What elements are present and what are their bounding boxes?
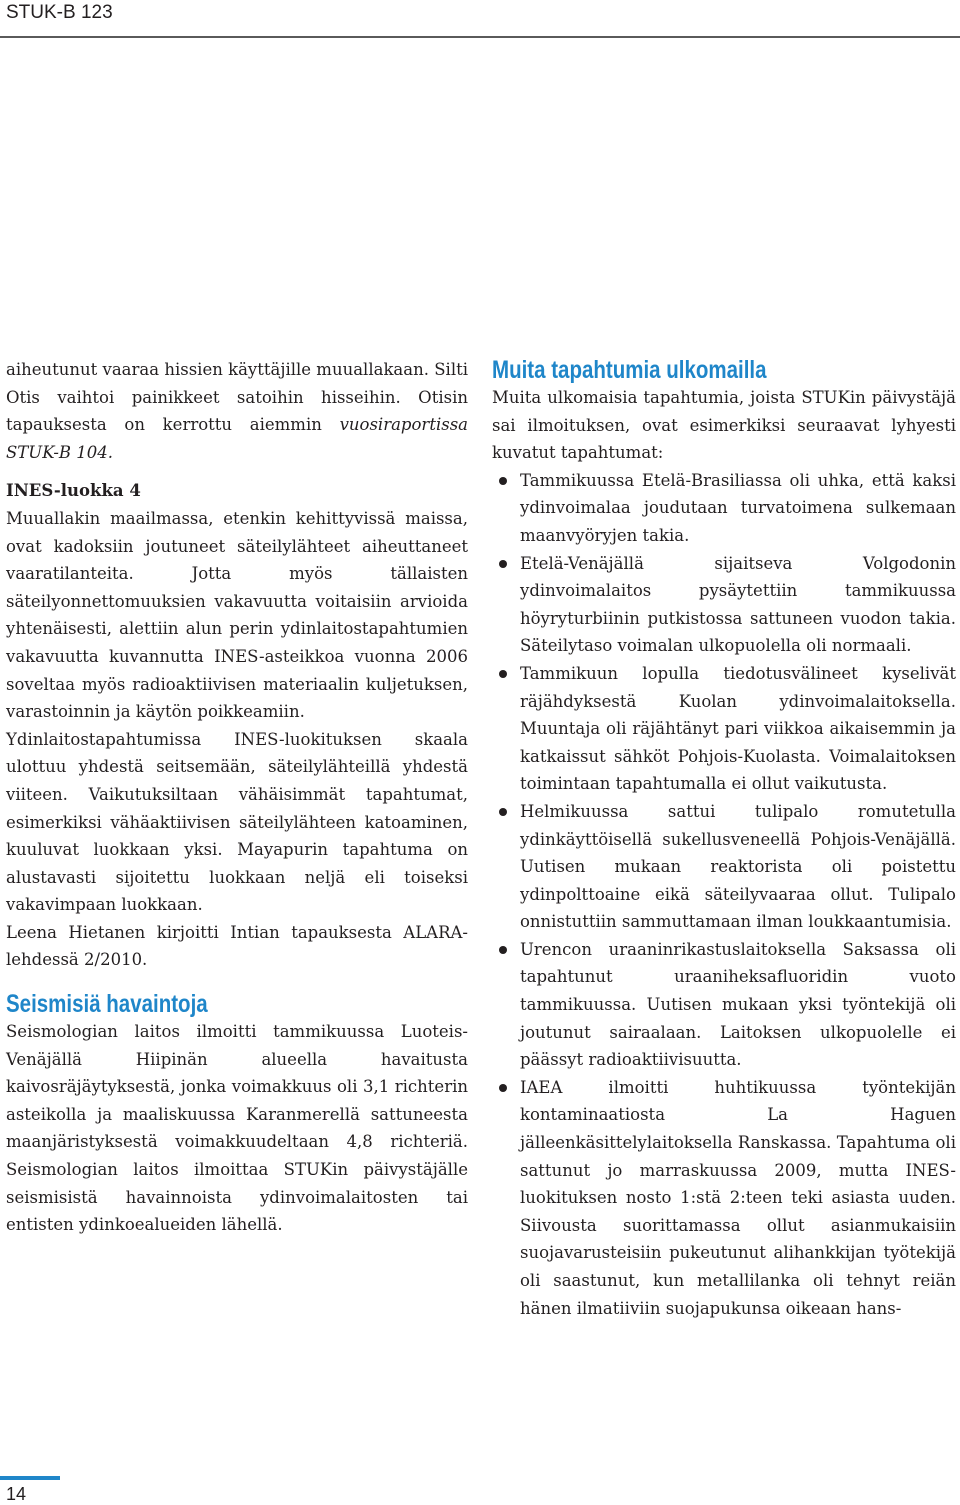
bullet-icon (499, 1084, 507, 1092)
ines-paragraph-3: Leena Hietanen kirjoitti Intian tapauksesta ALARA-lehdessä 2/2010. (6, 922, 468, 970)
seismic-paragraph: Seismologian laitos ilmoitti tammikuussa Luoteis-Venäjällä Hiipinän alueella havaitusta kaivosräjäytyksestä, jonka voimakkuus oli 3,1 richterin asteikolla ja maaliskuussa Karanmerellä sattuneesta maanjäristyksestä voimakkuudeltaan 4,8 richteriä. Seismologian laitos ilmoittaa STUKin päivystäjälle seismisistä havainnoista ydinvoimalaitosten tai entisten ydinkoealueiden lähellä. (6, 1022, 468, 1235)
seismic-section (6, 990, 468, 1239)
left-column (6, 356, 468, 1239)
bullet-icon (499, 946, 507, 954)
foreign-events-heading: Muita tapahtumia ulkomailla (492, 356, 767, 384)
footer-accent-bar (0, 1476, 60, 1480)
bullet-icon (499, 808, 507, 816)
seismic-heading: Seismisiä havaintoja (6, 990, 208, 1019)
ines-heading: INES-luokka 4 (6, 481, 141, 501)
list-item: IAEA ilmoitti huhtikuussa työntekijän kontaminaatiosta La Haguen jälleenkäsittelylaitoksella Ranskassa. Tapahtuma oli sattunut jo marraskuussa 2009, mutta INES-luokituksen nosto 1:stä 2:teen teki asiasta uuden. Siivousta suorittamassa ollut asianmukaisiin suojavarusteisiin pukeutunut alihankkijan työtekijä oli saastunut, kun metallilanka oli tehnyt reiän hänen ilmatiiviin suojapukunsa oikeaan hans- (492, 1074, 956, 1322)
bullet-icon (499, 477, 507, 485)
ines-paragraph-1: Muuallakin maailmassa, etenkin kehittyvissä maissa, ovat kadoksiin joutuneet säteilylähteet aiheuttaneet vaaratilanteita. Jotta myös tällaisten säteilyonnettomuuksien vakavuutta voitaisiin arvioida yhtenäisesti, alettiin alun perin ydinlaitostapahtumien vakavuutta kuvannutta INES-asteikkoa vuonna 2006 soveltaa myös radioaktiivisen materiaalin kuljetuksen, varastoinnin ja käytön poikkeamiin. (6, 508, 468, 722)
publication-code: STUK-B 123 (6, 2, 113, 23)
list-item: Helmikuussa sattui tulipalo romutetulla ydinkäyttöisellä sukellusveneellä Pohjois-Venäjällä. Uutisen mukaan reaktorista oli poistettu ydinpolttoaine eikä säteilyvaaraa ollut. Tulipalo onnistuttiin sammuttamaan ilman loukkaantumisia. (492, 798, 956, 936)
running-header (0, 0, 960, 40)
list-item: Etelä-Venäjällä sijaitseva Volgodonin ydinvoimalaitos pysäytettiin tammikuussa höyryturbiinin putkistossa sattuneen vuodon takia. Säteilytaso voimalan ulkopuolella oli normaali. (492, 550, 956, 660)
list-item: Tammikuussa Etelä-Brasiliassa oli uhka, että kaksi ydinvoimalaa joudutaan turvatoimena sulkemaan maanvyöryjen takia. (492, 467, 956, 550)
list-item: Urencon uraaninrikastuslaitoksella Saksassa oli tapahtunut uraaniheksafluoridin vuoto tammikuussa. Uutisen mukaan yksi työntekijä oli joutunut sairaalaan. Laitoksen ulkopuolelle ei päässyt radioaktiivisuutta. (492, 936, 956, 1074)
header-rule (0, 36, 960, 38)
bullet-icon (499, 670, 507, 678)
foreign-events-list (492, 467, 956, 1322)
intro-text: aiheutunut vaaraa hissien käyttäjille muuallakaan. Silti Otis vaihtoi painikkeet satoihin hisseihin. Otisin tapauksesta on kerrottu aiemmin (6, 360, 468, 435)
ines-section (6, 477, 468, 974)
ines-paragraph-2: Ydinlaitostapahtumissa INES-luokituksen skaala ulottuu yhdestä seitsemään, säteilylähteillä yhdestä viiteen. Vaikutuksiltaan vähäisimmät tapahtumat, esimerkiksi vähäaktiivisen säteilylähteen katoaminen, kuuluvat luokkaan yksi. Mayapurin tapahtuma on alustavasti sijoitettu luokkaan neljä eli toiseksi vakavimpaan luokkaan. (6, 729, 468, 915)
page-number: 14 (6, 1484, 27, 1504)
intro-italic-reference: vuosiraportissa STUK-B 104. (6, 415, 468, 462)
foreign-events-intro: Muita ulkomaisia tapahtumia, joista STUKin päivystäjä sai ilmoituksen, ovat esimerkiksi seuraavat lyhyesti kuvatut tapahtumat: (492, 388, 956, 463)
bullet-icon (499, 560, 507, 568)
intro-paragraph (6, 356, 468, 466)
right-column (492, 356, 956, 1322)
list-item: Tammikuun lopulla tiedotusvälineet kyselivät räjähdyksestä Kuolan ydinvoimalaitoksella. Muuntaja oli räjähtänyt pari viikkoa aikaisemmin ja katkaissut sähköt Pohjois-Kuolasta. Voimalaitoksen toimintaan tapahtumalla ei ollut vaikutusta. (492, 660, 956, 798)
